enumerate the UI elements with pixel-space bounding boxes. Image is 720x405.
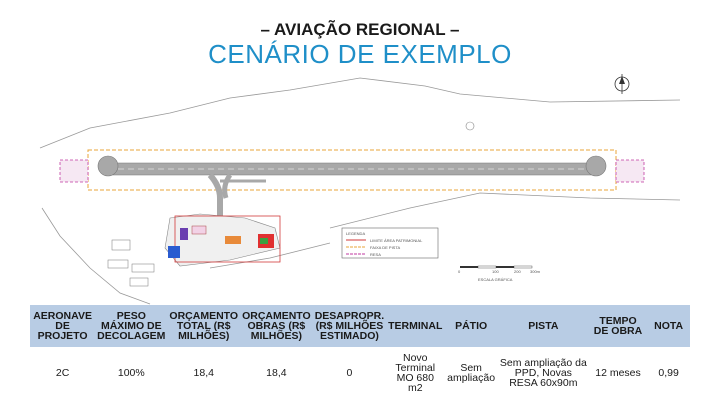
- table-cell: 2C: [55, 367, 70, 379]
- legend-item-patrimonial: LIMITE ÁREA PATRIMONIAL: [370, 238, 423, 243]
- terrain-line: [330, 193, 680, 228]
- terrain-line: [40, 98, 230, 148]
- scale-label: ESCALA GRÁFICA: [478, 277, 513, 282]
- column-header: PISTA: [498, 305, 589, 347]
- column-header: ORÇAMENTO OBRAS (R$ MILHÕES): [240, 305, 313, 347]
- taxiway: [210, 175, 220, 218]
- header-title: – AVIAÇÃO REGIONAL –: [260, 20, 460, 39]
- legend-title: LEGENDA: [346, 231, 366, 236]
- legend-item-resa: RESA: [370, 252, 381, 257]
- table-cell: Sem ampliação: [447, 362, 496, 384]
- scale-bar: [458, 266, 541, 282]
- table-cell: Novo Terminal MO 680 m2: [395, 352, 436, 394]
- scale-tick: 300m: [530, 269, 541, 274]
- column-header: PÁTIO: [444, 305, 497, 347]
- airport-site-plan: [30, 68, 690, 308]
- column-header: ORÇAMENTO TOTAL (R$ MILHÕES): [167, 305, 240, 347]
- scenario-table: [30, 305, 690, 399]
- north-arrow-icon: [615, 74, 629, 94]
- resa-left: [60, 160, 88, 182]
- table-cell: 12 meses: [595, 367, 641, 379]
- table-cell: 18,4: [266, 367, 287, 379]
- column-header: NOTA: [647, 305, 690, 347]
- header-subtitle: CENÁRIO DE EXEMPLO: [208, 39, 512, 69]
- table-cell: 0: [346, 367, 353, 379]
- terrain-line: [42, 208, 150, 304]
- legend-item-strip: FAIXA DE PISTA: [370, 245, 401, 250]
- column-header: TEMPO DE OBRA: [589, 305, 647, 347]
- table-cell: 18,4: [193, 367, 214, 379]
- scale-tick: 200: [514, 269, 521, 274]
- table-row: [30, 347, 690, 399]
- table-cell: 100%: [117, 367, 145, 379]
- resa-right: [616, 160, 644, 182]
- column-header: PESO MÁXIMO DE DECOLAGEM: [95, 305, 167, 347]
- scale-tick: 0: [458, 269, 461, 274]
- terrain-line: [230, 78, 680, 102]
- scale-tick: 100: [492, 269, 499, 274]
- column-header: TERMINAL: [386, 305, 444, 347]
- table-header-row: [30, 305, 690, 347]
- column-header: AERONAVE DE PROJETO: [30, 305, 95, 347]
- column-header: DESAPROPR. (R$ MILHÕES ESTIMADO): [313, 305, 386, 347]
- plan-legend: [342, 228, 438, 258]
- table-cell: Sem ampliação da PPD, Novas RESA 60x90m: [499, 357, 587, 389]
- table-cell: 0,99: [658, 367, 679, 379]
